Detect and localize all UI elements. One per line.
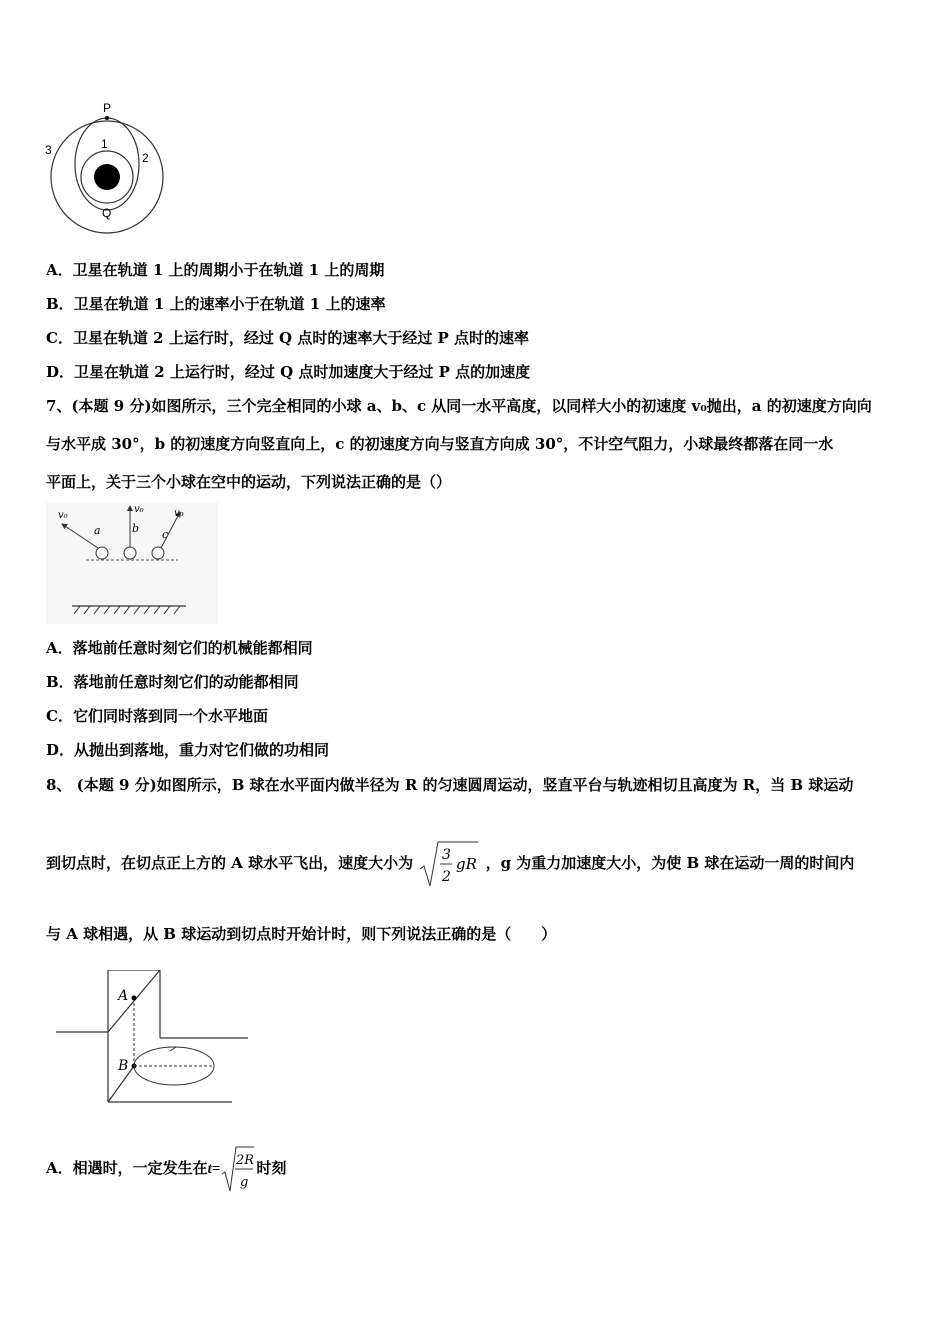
sqrt-num: 2R	[236, 1153, 255, 1168]
ball-c	[152, 547, 164, 559]
q8-stem-line3: 与 A 球相遇，从 B 球运动到切点时开始计时，则下列说法正确的是（ ）	[46, 925, 557, 943]
q8-stem-line2	[46, 838, 854, 888]
label-b: B	[118, 1058, 129, 1074]
label-v0-c: v₀	[174, 508, 184, 519]
sqrt-3-2-gR	[418, 839, 480, 889]
q7-stem-line2: 与水平成 30°，b 的初速度方向竖直向上，c 的初速度方向与竖直方向成 30°，不计空气阻力，小球最终都落在同一水	[46, 435, 834, 453]
q6-option-b: B．卫星在轨道 1 上的速率小于在轨道 1 上的速率	[46, 295, 386, 313]
ball-a	[96, 547, 108, 559]
q6-option-d: D．卫星在轨道 2 上运行时，经过 Q 点时加速度大于经过 P 点的加速度	[46, 363, 531, 381]
sqrt-tail: gR	[456, 855, 478, 873]
orbit-figure	[44, 96, 170, 236]
q7-option-c: C．它们同时落到同一个水平地面	[46, 707, 268, 725]
q7-stem-line3: 平面上，关于三个小球在空中的运动，下列说法正确的是（）	[46, 473, 452, 491]
q8-optA-post: 时刻	[256, 1159, 287, 1177]
label-c: c	[162, 528, 169, 541]
q7-option-a: A．落地前任意时刻它们的机械能都相同	[46, 639, 313, 657]
label-a: A	[118, 988, 129, 1004]
q8-optA-pre: A．相遇时，一定发生在	[46, 1159, 208, 1177]
balls-figure	[46, 502, 218, 624]
sqrt-num: 3	[442, 847, 452, 863]
label-p: P	[103, 101, 112, 115]
earth	[94, 164, 120, 190]
point-p	[105, 116, 109, 120]
point-a	[132, 996, 137, 1001]
sqrt-den: g	[240, 1175, 249, 1190]
label-q: Q	[102, 206, 112, 220]
q7-stem-line1: 7、(本题 9 分)如图所示，三个完全相同的小球 a、b、c 从同一水平高度，以同样大小的初速度 v₀抛出，a 的初速度方向向	[46, 397, 872, 415]
q8-line2-b: ，g 为重力加速度大小，为使 B 球在运动一周的时间内	[485, 854, 855, 872]
label-2: 2	[142, 151, 149, 165]
platform-figure	[56, 970, 250, 1106]
sqrt-den: 2	[442, 869, 452, 885]
label-a: a	[94, 524, 101, 537]
sqrt-2R-g	[220, 1144, 256, 1194]
label-b: b	[132, 522, 140, 535]
label-v0-b: v₀	[134, 504, 144, 515]
q7-option-d: D．从抛出到落地，重力对它们做的功相同	[46, 741, 330, 759]
q8-line2-a: 到切点时，在切点正上方的 A 球水平飞出，速度大小为	[46, 854, 414, 872]
q6-option-c: C．卫星在轨道 2 上运行时，经过 Q 点时的速率大于经过 P 点时的速率	[46, 329, 530, 347]
label-3: 3	[45, 143, 52, 157]
q6-option-a: A．卫星在轨道 1 上的周期小于在轨道 1 上的周期	[46, 261, 385, 279]
ball-b	[124, 547, 136, 559]
label-1: 1	[101, 137, 108, 151]
q8-stem-line1: 8、 (本题 9 分)如图所示，B 球在水平面内做半径为 R 的匀速圆周运动，竖直平台与轨迹相切且高度为 R，当 B 球运动	[46, 776, 854, 794]
q7-option-b: B．落地前任意时刻它们的动能都相同	[46, 673, 299, 691]
q8-optA-t: t=	[207, 1161, 221, 1177]
label-v0-a: v₀	[58, 510, 68, 521]
q8-option-a	[46, 1140, 286, 1196]
